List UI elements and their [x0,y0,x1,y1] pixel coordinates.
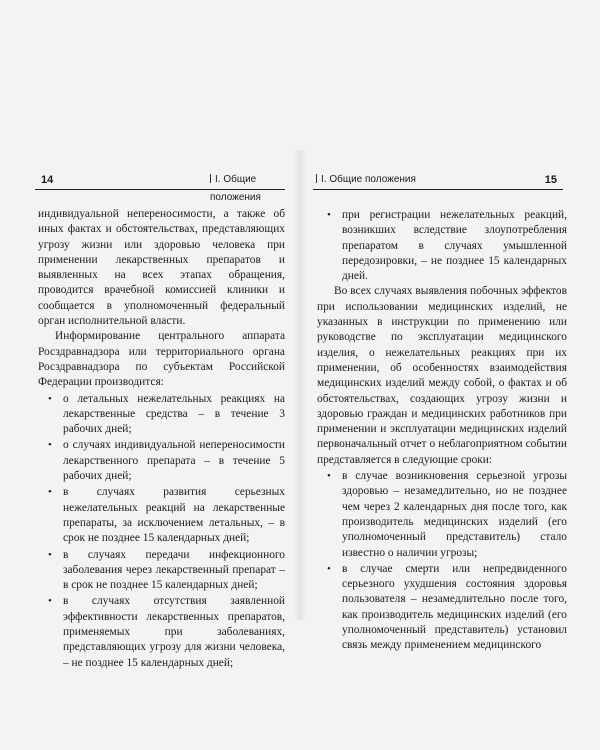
list-item-text: в случаях развития серьезных нежелательных реакций на лекарственные препараты, за исключением летальных, – в срок не позднее 15 календарных дней; [63,486,285,545]
bullet-icon: • [327,209,331,221]
list-item [317,469,567,561]
left-section-title [210,171,285,207]
left-intro-text: индивидуальной непереносимости, а также об иных фактах и обстоятельствах, представляющих угрозу жизни или здоровью человека при применении лекарственных препаратов и выявленных на всех этапах обращения, проводится врачебной комиссией клиники и сообщается в уполномоченный федеральный орган исполнительной власти. [38,208,285,328]
list-item-text: в случае возникновения серьезной угрозы здоровью – незамедлительно, но не позднее чем через 2 календарных дня после того, как производитель медицинских изделий (его уполномоченный представитель) стало известно о наличии угрозы; [342,470,567,559]
right-page [300,0,600,750]
header-divider [316,174,317,183]
list-item-text: при регистрации нежелательных реакций, возникших вследствие злоупотребления препаратом в случаях умышленной передозировки, – не позднее 15 календарных дней. [342,209,567,283]
list-item [317,208,567,284]
left-bullet-list [38,392,285,671]
bullet-icon: • [327,470,331,483]
left-page-number: 14 [41,174,54,186]
right-bullet-list [317,469,567,654]
right-paragraph: Во всех случаях выявления побочных эффектов при использовании медицинских изделий, не указанных в инструкции по применению или руководстве по эксплуатации медицинского изделия, о нежелательных реакциях при их применении, об особенностях взаимодействия медицинских изделий между собой, о фактах и об обстоятельствах, создающих угрозу жизни и здоровью граждан и медицинских работников при применении и эксплуатации медицинских изделий первоначальный отчет о неблагоприятном событии представляется в следующие сроки: [317,285,567,466]
list-item [38,594,285,670]
list-item-text: о летальных нежелательных реакциях на лекарственные средства – в течение 3 рабочих дней; [63,392,285,436]
list-item-text: о случаях индивидуальной непереносимости лекарственного препарата – в течение 5 рабочих дней; [63,439,285,483]
bullet-icon: • [48,548,52,561]
bullet-icon: • [48,392,52,405]
left-page-header [35,171,285,203]
left-section-title-text: I. Общие положения [210,174,261,203]
right-section-title [316,171,416,189]
right-page-body [317,207,567,654]
list-item-text: в случаях отсутствия заявленной эффективности лекарственных препаратов, применяемых при заболеваниях, представляющих угрозу для жизни человека, – не позднее 15 календарных дней; [63,595,285,669]
right-section-title-text: I. Общие положения [321,174,416,185]
list-item [38,548,285,594]
list-item [38,438,285,484]
left-page-body [38,207,285,671]
list-item [38,392,285,438]
bullet-icon: • [48,595,52,608]
list-item [38,485,285,546]
bullet-icon: • [48,439,52,452]
list-item-text: в случаях передачи инфекционного заболевания через лекарственный препарат – в срок не позднее 15 календарных дней; [63,548,285,592]
left-paragraph: Информирование центрального аппарата Росздравнадзора или территориального органа Росздравнадзора по субъектам Российской Федерации производится: [38,330,285,389]
right-page-number: 15 [544,174,557,186]
bullet-icon: • [48,486,52,499]
right-page-header [313,171,563,190]
list-item-text: в случае смерти или непредвиденного серьезного ухудшения состояния здоровья пользователя – незамедлительно после того, как производитель медицинских изделий (его уполномоченный представитель) установил связь между применением медицинского [342,562,567,652]
bullet-icon: • [327,562,331,575]
header-divider [210,174,211,183]
list-item [317,562,567,654]
right-top-bullet-list [317,208,567,284]
